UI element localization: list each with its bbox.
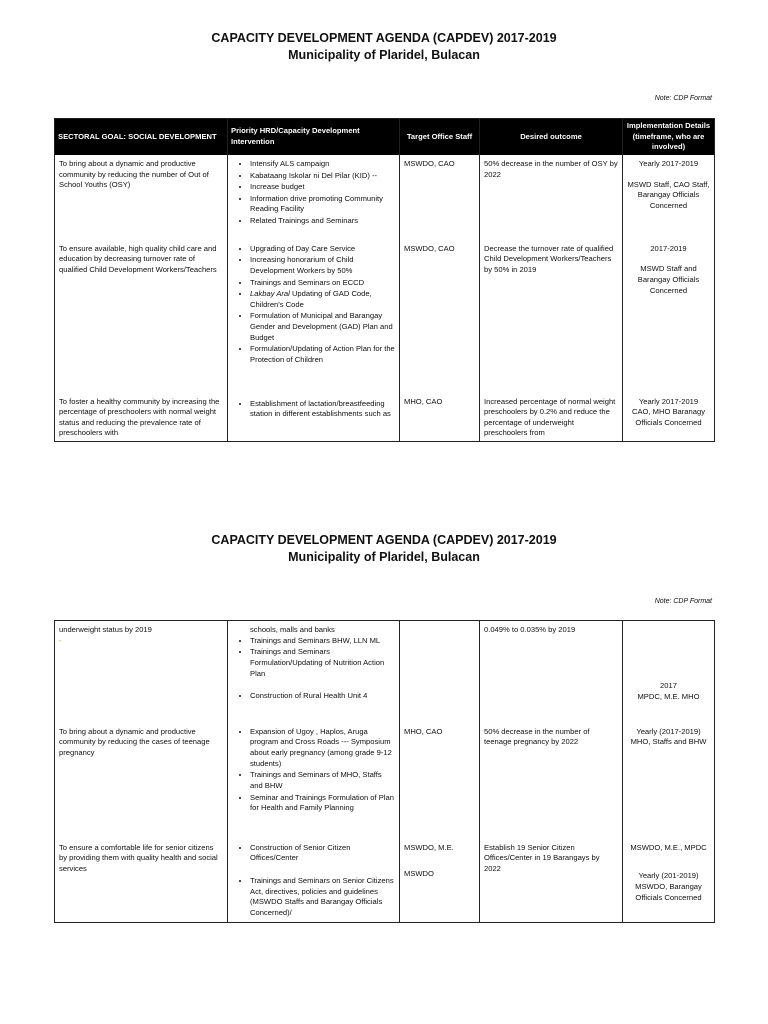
table-row [55,621,715,705]
document-page-2 [0,512,768,1024]
table-row [55,817,715,922]
outcome-cell: 0.049% to 0.035% by 2019 [480,621,623,705]
implementation-involved: MHO, Staffs and BHW [630,737,707,747]
format-note: Note: CDP Format [654,95,712,102]
implementation-timeframe: Yearly 2017-2019 [638,158,699,168]
outcome-cell: Establish 19 Senior Citizen Offices/Center in 19 Barangays by 2022 [480,817,623,922]
list-item: • Trainings and Seminars on ECCD [250,278,395,289]
target-cell [400,621,480,705]
target-cell: MSWDO, CAO [400,230,480,369]
outcome-cell: 50% decrease in the number of teenage pregnancy by 2022 [480,705,623,817]
list-item: • Kabataang Iskolar ni Del Pilar (KID) -- [250,171,395,182]
implementation-timeframe: Yearly (201-2019) [638,871,699,881]
intervention-cell [228,230,400,369]
list-item: • Trainings and Seminars BHW, LLN ML [250,636,395,647]
list-item: • Trainings and Seminars on Senior Citizens Act, directives, policies and guidelines (MSWDO Staffs and Barangay Officials Concerned)/ [250,876,395,919]
goal-cell: To ensure available, high quality child care and education by decreasing turnover rate of qualified Child Development Workers/Teachers [55,230,228,369]
implementation-cell [623,705,715,817]
list-item: • Expansion of Ugoy , Haplos, Aruga program and Cross Roads --- Symposium about early pregnancy (among grade 9-12 students) [250,727,395,770]
document-subtitle: Municipality of Plaridel, Bulacan [288,550,480,564]
list-item: • Formulation of Municipal and Barangay Gender and Development (GAD) Plan and Budget [250,311,395,343]
target-cell: MHO, CAO [400,705,480,817]
list-item: • Establishment of lactation/breastfeeding station in different establishments such as [250,399,395,420]
italic-phrase: Lakbay Aral [250,289,290,299]
target-cell [400,817,480,922]
capdev-table-continued [54,620,715,923]
header-desired-outcome: Desired outcome [480,119,623,155]
capdev-table [54,118,715,442]
implementation-cell [623,155,715,230]
format-note: Note: CDP Format [654,598,712,605]
implementation-involved: MSWD Staff, CAO Staff, Barangay Officials Concerned [627,179,710,210]
intervention-cell [228,817,400,922]
list-item: • Lakbay Aral Updating of GAD Code, Children's Code [250,289,395,310]
implementation-cell [623,817,715,922]
list-item: • Related Trainings and Seminars [250,216,395,227]
header-sectoral-goal: SECTORAL GOAL: SOCIAL DEVELOPMENT [55,119,228,155]
outcome-cell: Decrease the turnover rate of qualified Child Development Workers/Teachers by 50% in 2019 [480,230,623,369]
target-secondary: MSWDO [404,869,434,879]
table-row [55,230,715,369]
goal-cell: To ensure a comfortable life for senior citizens by providing them with quality health and social services [55,817,228,922]
implementation-involved: MSWDO, Barangay Officials Concerned [635,882,702,902]
implementation-timeframe: Yearly 2017-2019 [638,396,699,406]
header-target-office: Target Office Staff [400,119,480,155]
goal-cell [55,621,228,705]
table-header-row [55,119,715,155]
intervention-list [232,843,395,919]
target-primary: MSWDO, M.E. [404,842,454,852]
header-implementation: Implementation Details (timeframe, who are involved) [623,119,715,155]
list-item: • Increasing honorarium of Child Development Workers by 50% [250,255,395,276]
implementation-timeframe: 2017 [660,681,677,690]
list-item: • Intensify ALS campaign [250,159,395,170]
goal-cell: To bring about a dynamic and productive community by reducing the number of Out of School Youths (OSY) [55,155,228,230]
document-title: CAPACITY DEVELOPMENT AGENDA (CAPDEV) 2017-2019 [211,31,557,45]
list-item: • Construction of Senior Citizen Offices/Center [250,843,395,864]
target-cell: MSWDO, CAO [400,155,480,230]
header-priority-intervention: Priority HRD/Capacity Development Intervention [228,119,400,155]
list-item: • Seminar and Trainings Formulation of Plan for Health and Family Planning [250,793,395,814]
goal-cell: To bring about a dynamic and productive community by reducing the cases of teenage pregnancy [55,705,228,817]
list-item: • Trainings and Seminars of MHO, Staffs and BHW [250,770,395,791]
list-item: • Upgrading of Day Care Service [250,244,395,255]
implementation-cell [623,621,715,705]
intervention-cell [228,369,400,442]
implementation-involved: CAO, MHO Baranagy Officials Concerned [631,407,705,427]
document-page-1 [0,0,768,500]
implementation-involved: MSWD Staff and Barangay Officials Concerned [637,264,700,295]
intervention-list [232,727,395,814]
target-cell: MHO, CAO [400,369,480,442]
list-item: • Trainings and Seminars Formulation/Updating of Nutrition Action Plan [250,647,395,679]
intervention-list [232,159,395,227]
intervention-continuation: schools, malls and banks [250,625,335,634]
intervention-list [232,399,395,420]
implementation-cell [623,369,715,442]
list-item: • Information drive promoting Community Reading Facility [250,194,395,215]
goal-cell: To foster a healthy community by increasing the percentage of preschoolers with normal weight status and reducing the prevalence rate of preschoolers with [55,369,228,442]
table-row [55,369,715,442]
intervention-list [232,244,395,366]
intervention-cell [228,155,400,230]
intervention-cell [228,621,400,705]
table-row [55,705,715,817]
outcome-cell: 50% decrease in the number of OSY by 2022 [480,155,623,230]
goal-continuation: underweight status by 2019 [59,625,152,634]
list-item: • Construction of Rural Health Unit 4 [250,691,395,702]
table-row [55,155,715,230]
implementation-timeframe: 2017-2019 [650,243,687,253]
document-title: CAPACITY DEVELOPMENT AGENDA (CAPDEV) 2017-2019 [211,533,557,547]
intervention-cell [228,705,400,817]
goal-mark: - [59,635,62,645]
list-item: • Formulation/Updating of Action Plan for the Protection of Children [250,344,395,365]
implementation-involved: MSWDO, M.E., MPDC [630,842,707,852]
implementation-involved: MPDC, M.E. MHO [637,691,700,701]
intervention-list [232,636,395,702]
list-item: • Increase budget [250,182,395,193]
implementation-cell [623,230,715,369]
outcome-cell: Increased percentage of normal weight preschoolers by 0.2% and reduce the percentage of underweight preschoolers from [480,369,623,442]
implementation-timeframe: Yearly (2017-2019) [636,726,701,736]
document-subtitle: Municipality of Plaridel, Bulacan [288,48,480,62]
